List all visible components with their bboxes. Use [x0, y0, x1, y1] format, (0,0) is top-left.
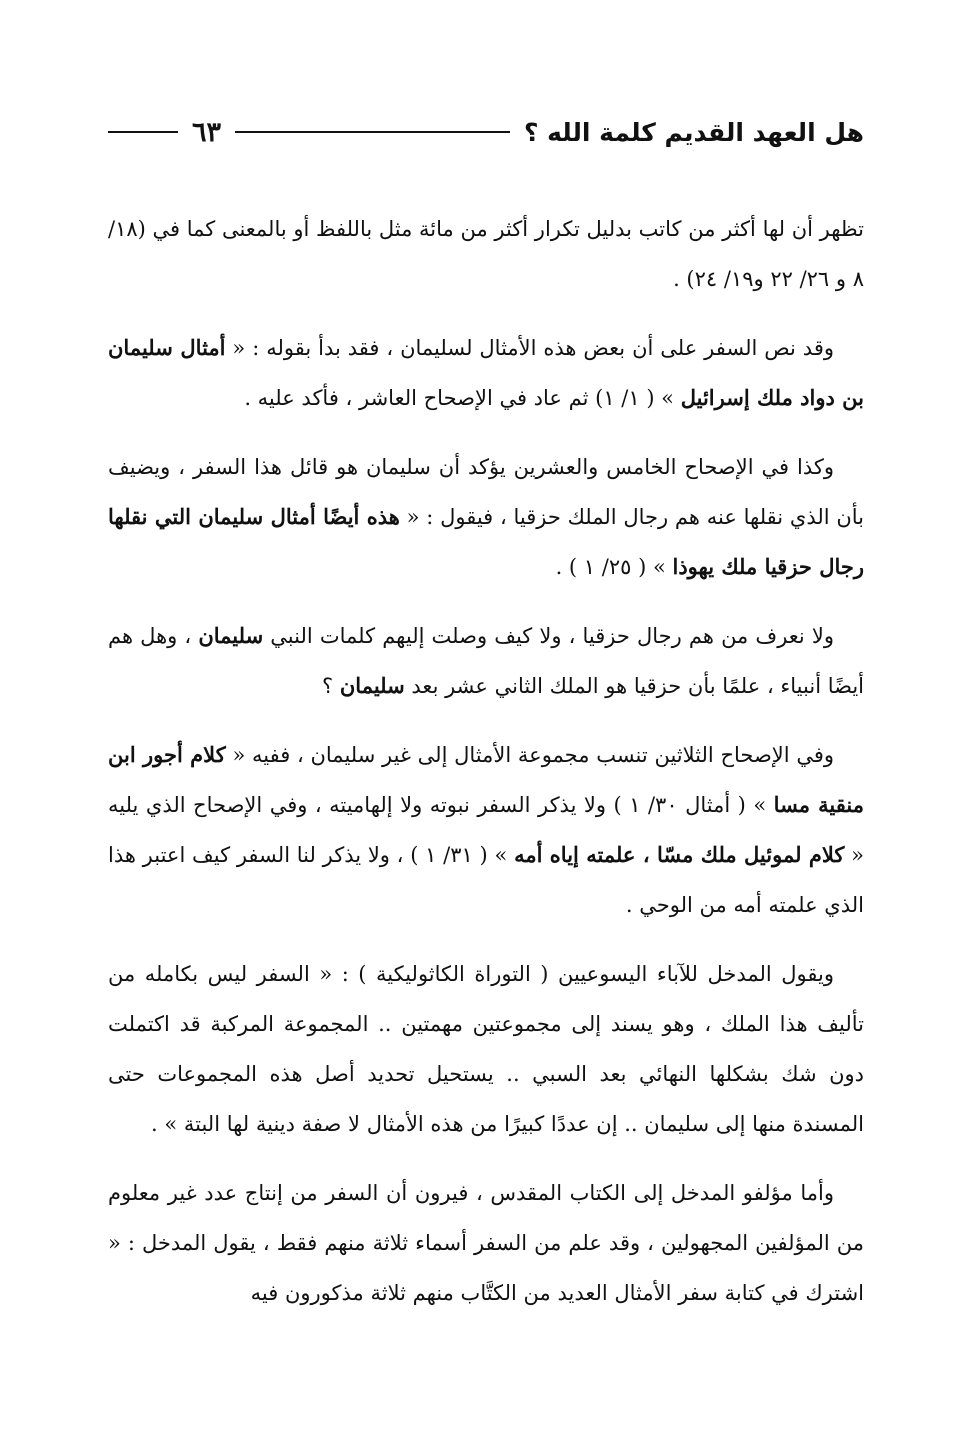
bold-quote: كلام أجور ابن منقية مسا — [108, 742, 864, 817]
text-span: وكذا في الإصحاح الخامس والعشرين يؤكد أن سليمان هو قائل هذا السفر ، ويضيف بأن الذي نقلها عنه هم رجال الملك حزقيا ، فيقول : « — [108, 455, 864, 529]
body-text — [108, 204, 864, 1337]
bold-quote: سليمان — [339, 673, 405, 698]
paragraph — [108, 949, 864, 1149]
text-span: تظهر أن لها أكثر من كاتب بدليل تكرار أكثر من مائة مثل باللفظ أو بالمعنى كما في (١٨/ ٨ و ٢٦/ ٢٢ و١٩/ ٢٤) . — [108, 217, 864, 291]
text-span: ولا نعرف من هم رجال حزقيا ، ولا كيف وصلت إليهم كلمات النبي — [263, 624, 834, 648]
page-header — [108, 112, 864, 152]
bold-quote: أمثال سليمان بن دواد ملك إسرائيل — [108, 335, 864, 410]
paragraph — [108, 442, 864, 592]
header-rule-short — [108, 131, 178, 133]
header-rule — [235, 131, 510, 133]
text-span: » ( ١/ ١) ثم عاد في الإصحاح العاشر ، فأكد عليه . — [244, 386, 681, 410]
running-title: هل العهد القديم كلمة الله ؟ — [523, 117, 864, 147]
text-span: ؟ — [322, 674, 340, 698]
text-span: » ( أمثال ٣٠/ ١ ) ولا يذكر السفر نبوته ولا إلهاميته ، وفي الإصحاح الذي يليه « — [108, 793, 864, 867]
text-span: » ( ٢٥/ ١ ) . — [555, 555, 673, 579]
text-span: ، وهل هم أيضًا أنبياء ، علمًا بأن حزقيا هو الملك الثاني عشر بعد — [108, 624, 864, 698]
bold-quote: سليمان — [198, 623, 264, 648]
paragraph — [108, 323, 864, 423]
text-span: ويقول المدخل للآباء اليسوعيين ( التوراة الكاثوليكية ) : « السفر ليس بكامله من تأليف هذا الملك ، وهو يسند إلى مجموعتين مهمتين .. المجموعة المركبة قد اكتملت دون شك بشكلها النهائي بعد السبي .. يستحيل تحديد أصل هذه المجموعات حتى المسندة منها إلى سليمان .. إن عددًا كبيرًا من هذه الأمثال لا صفة دينية لها البتة » . — [108, 962, 864, 1136]
text-span: وأما مؤلفو المدخل إلى الكتاب المقدس ، فيرون أن السفر من إنتاج عدد غير معلوم من المؤلفين المجهولين ، وقد علم من السفر أسماء ثلاثة منهم فقط ، يقول المدخل : « اشترك في كتابة سفر الأمثال العديد من الكتَّاب منهم ثلاثة مذكورون فيه — [108, 1181, 864, 1305]
bold-quote: كلام لموئيل ملك مسّا ، علمته إياه أمه — [514, 842, 845, 867]
paragraph — [108, 730, 864, 930]
paragraph — [108, 611, 864, 711]
page-number: ٦٣ — [192, 116, 222, 148]
text-span: » ( ٣١/ ١ ) ، ولا يذكر لنا السفر كيف اعتبر هذا الذي علمته أمه من الوحي . — [108, 843, 864, 917]
text-span: وقد نص السفر على أن بعض هذه الأمثال لسليمان ، فقد بدأ بقوله : « — [225, 336, 835, 360]
paragraph — [108, 1168, 864, 1318]
bold-quote: هذه أيضًا أمثال سليمان التي نقلها رجال حزقيا ملك يهوذا — [108, 504, 864, 579]
paragraph — [108, 204, 864, 304]
text-span: وفي الإصحاح الثلاثين تنسب مجموعة الأمثال إلى غير سليمان ، ففيه « — [225, 743, 835, 767]
